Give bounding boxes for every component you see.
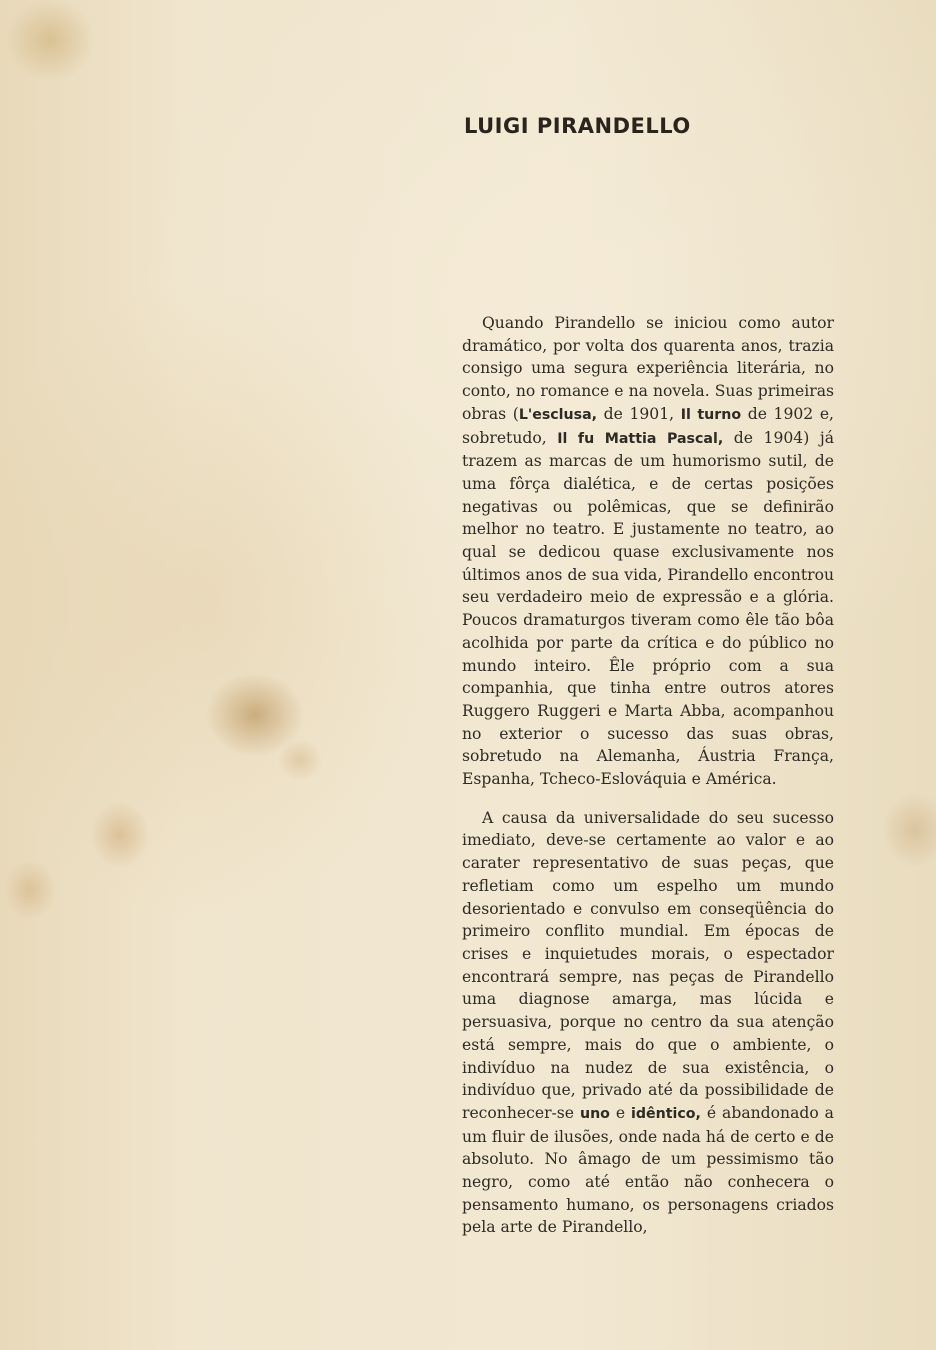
paragraph-1-text: de 1902 e, sobretudo, [462, 404, 835, 447]
page-title: LUIGI PIRANDELLO [464, 114, 691, 138]
emphasized-term-identico: idêntico, [631, 1105, 701, 1122]
work-title-il-fu-mattia-pascal: Il fu Mattia Pascal, [557, 430, 724, 447]
paragraph-2-text: é abandonado a um fluir de ilusões, onde nada há de certo e de absoluto. No âmago de um pessimismo tão negro, como até então não conhecera o pensamento humano, os personagens criados pela arte de Pirandello, [462, 1103, 834, 1237]
paragraph-2-text: e [609, 1103, 632, 1122]
emphasized-term-uno: uno [579, 1105, 610, 1122]
paragraph-1-text: de 1901, [597, 404, 681, 423]
article-body [462, 312, 834, 1239]
paragraph-1-text: de 1904) já trazem as marcas de um humorismo sutil, de uma fôrça dialética, e de certas posições negativas ou polêmicas, que se definirão melhor no teatro. E justamente no teatro, ao qual se dedicou quase exclusivamente nos últimos anos de sua vida, Pirandello encontrou seu verdadeiro meio de expressão e a glória. Poucos dramaturgos tiveram como êle tão bôa acolhida por parte da crítica e do público no mundo inteiro. Êle próprio com a sua companhia, que tinha entre outros atores Ruggero Ruggeri e Marta Abba, acompanhou no exterior o sucesso das suas obras, sobretudo na Alemanha, Áustria França, Espanha, Tcheco-Eslováquia e América. [462, 428, 834, 789]
work-title-il-turno: Il turno [680, 406, 742, 423]
paragraph-1 [462, 312, 834, 791]
work-title-lesclusa: L'esclusa, [518, 406, 598, 423]
paragraph-1-text: Quando Pirandello se iniciou como autor dramático, por volta dos quarenta anos, trazia consigo uma segura experiência literária, no conto, no romance e na novela. Suas primeiras obras ( [462, 314, 834, 423]
paragraph-2 [462, 807, 834, 1239]
paragraph-2-text: A causa da universalidade do seu sucesso imediato, deve-se certamente ao valor e ao carater representativo de suas peças, que refletiam como um espelho um mundo desorientado e convulso em conseqüência do primeiro conflito mundial. Em épocas de crises e inquietudes morais, o espectador encontrará sempre, nas peças de Pirandello uma diagnose amarga, mas lúcida e persuasiva, porque no centro da sua atenção está sempre, mais do que o ambiente, o indivíduo na nudez de sua existência, o indivíduo que, privado até da possibilidade de reconhecer-se [462, 808, 834, 1122]
